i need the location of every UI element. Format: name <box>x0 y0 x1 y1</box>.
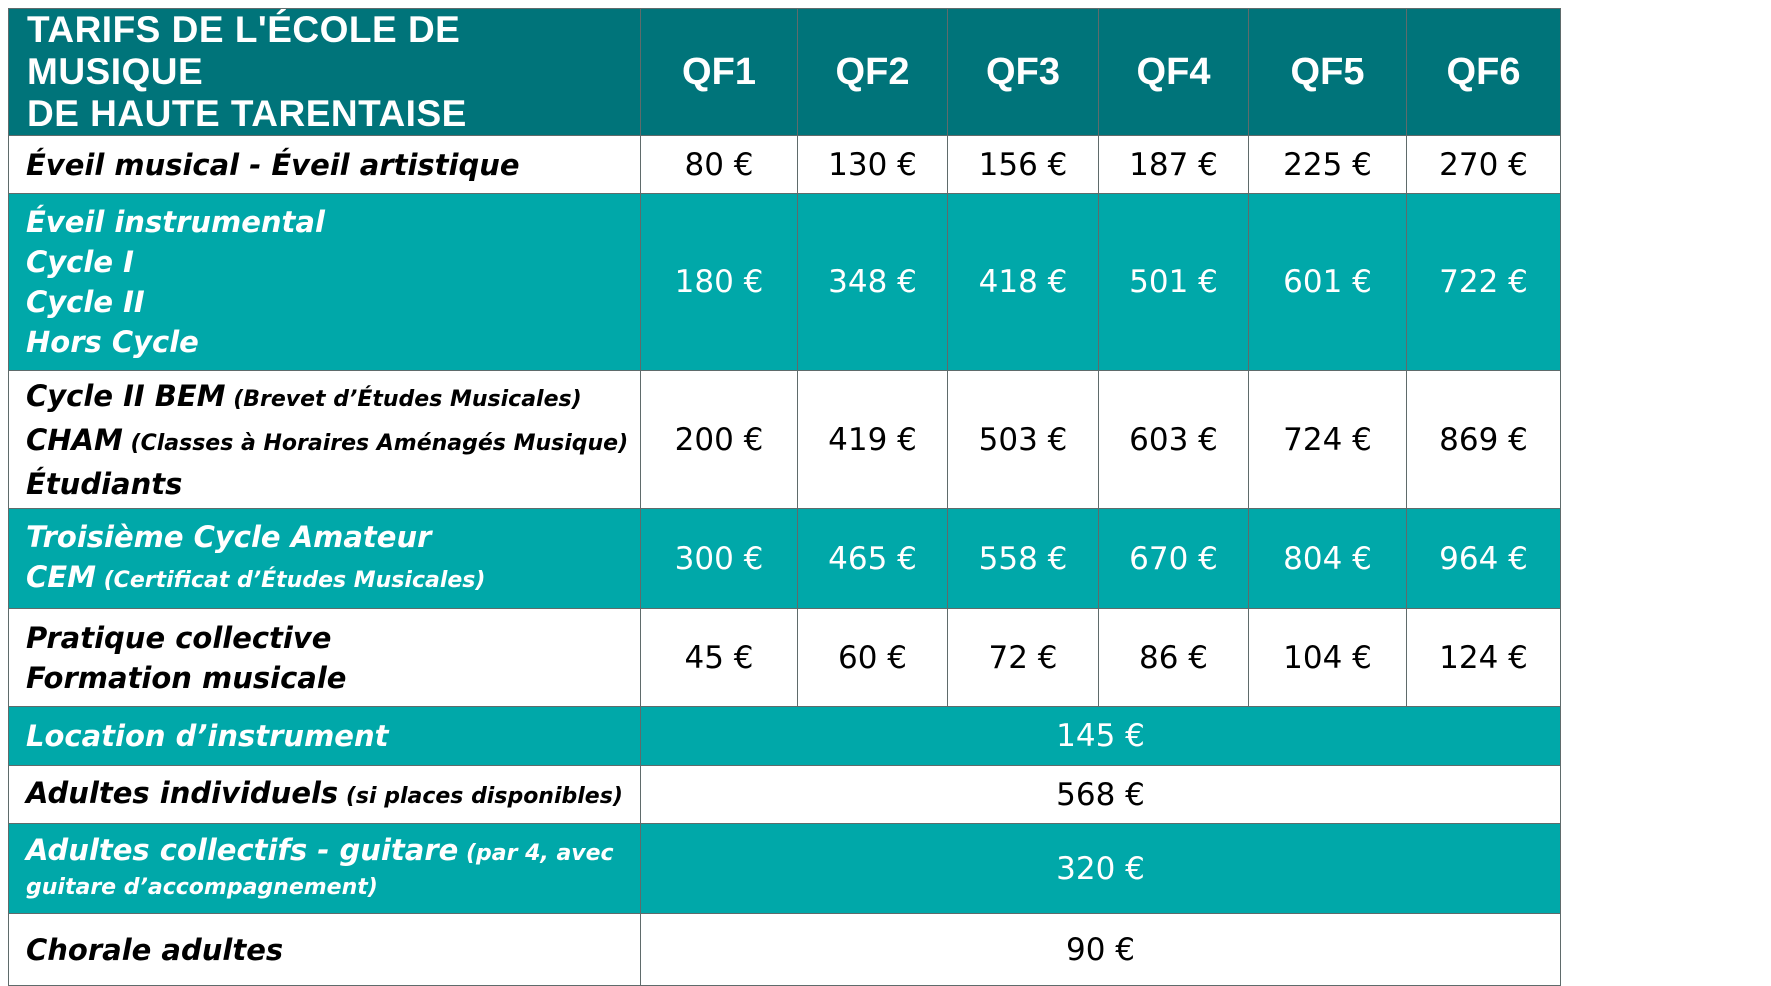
label-main: Chorale adultes <box>26 932 284 967</box>
label-main: Pratique collective <box>26 620 332 655</box>
price-cell: 124 € <box>1407 609 1561 707</box>
column-header-qf1: QF1 <box>641 9 798 136</box>
price-cell: 60 € <box>798 609 948 707</box>
label-note: (par 4, avec guitare d’accompagnement) <box>26 840 614 900</box>
price-cell: 156 € <box>948 136 1099 194</box>
row-label <box>9 609 641 707</box>
table-row <box>9 371 1561 509</box>
price-cell: 964 € <box>1407 509 1561 609</box>
price-cell: 465 € <box>798 509 948 609</box>
table-title <box>9 9 641 136</box>
table-row <box>9 136 1561 194</box>
column-header-qf4: QF4 <box>1099 9 1249 136</box>
price-cell: 300 € <box>641 509 798 609</box>
price-cell: 86 € <box>1099 609 1249 707</box>
price-cell: 104 € <box>1249 609 1407 707</box>
price-cell: 348 € <box>798 194 948 371</box>
label-note: (Brevet d’Études Musicales) <box>225 386 582 412</box>
column-header-qf6: QF6 <box>1407 9 1561 136</box>
price-cell: 501 € <box>1099 194 1249 371</box>
table-row <box>9 914 1561 986</box>
price-cell: 270 € <box>1407 136 1561 194</box>
label-main: CEM <box>26 559 96 594</box>
label-main: Hors Cycle <box>26 325 199 359</box>
row-label <box>9 371 641 509</box>
column-header-qf2: QF2 <box>798 9 948 136</box>
row-label <box>9 824 641 914</box>
table-row <box>9 707 1561 766</box>
price-cell: 603 € <box>1099 371 1249 509</box>
price-cell: 869 € <box>1407 371 1561 509</box>
price-cell: 72 € <box>948 609 1099 707</box>
table-row <box>9 194 1561 371</box>
row-label <box>9 707 641 766</box>
price-cell: 558 € <box>948 509 1099 609</box>
header-row <box>9 9 1561 136</box>
price-cell: 180 € <box>641 194 798 371</box>
row-label <box>9 194 641 371</box>
price-cell: 419 € <box>798 371 948 509</box>
table-row <box>9 609 1561 707</box>
label-main: Adultes individuels <box>26 775 339 810</box>
column-header-qf5: QF5 <box>1249 9 1407 136</box>
table-row <box>9 509 1561 609</box>
row-label <box>9 914 641 986</box>
price-cell: 601 € <box>1249 194 1407 371</box>
column-header-qf3: QF3 <box>948 9 1099 136</box>
table-row <box>9 766 1561 824</box>
label-note: (si places disponibles) <box>338 783 623 809</box>
price-cell: 45 € <box>641 609 798 707</box>
label-main: Cycle II <box>26 285 145 319</box>
label-main: Éveil musical - Éveil artistique <box>26 147 520 182</box>
price-cell: 804 € <box>1249 509 1407 609</box>
row-label <box>9 509 641 609</box>
label-main: Troisième Cycle Amateur <box>26 519 432 554</box>
label-main: Formation musicale <box>26 660 347 695</box>
title-line-1: TARIFS DE L'ÉCOLE DE MUSIQUE <box>27 9 461 92</box>
price-cell: 200 € <box>641 371 798 509</box>
label-main: Location d’instrument <box>26 719 389 753</box>
price-cell: 722 € <box>1407 194 1561 371</box>
label-main: Étudiants <box>26 466 183 501</box>
price-cell: 503 € <box>948 371 1099 509</box>
label-note: (Classes à Horaires Aménagés Musique) <box>122 430 629 456</box>
price-cell: 187 € <box>1099 136 1249 194</box>
price-cell: 568 € <box>641 766 1561 824</box>
price-cell: 145 € <box>641 707 1561 766</box>
price-cell: 80 € <box>641 136 798 194</box>
row-label <box>9 766 641 824</box>
price-cell: 225 € <box>1249 136 1407 194</box>
price-cell: 90 € <box>641 914 1561 986</box>
label-note: (Certificat d’Études Musicales) <box>95 567 486 593</box>
price-cell: 670 € <box>1099 509 1249 609</box>
price-cell: 724 € <box>1249 371 1407 509</box>
row-label <box>9 136 641 194</box>
label-main: Éveil instrumental <box>26 205 325 239</box>
label-main: Adultes collectifs - guitare <box>26 832 459 867</box>
label-main: Cycle I <box>26 245 134 279</box>
price-cell: 418 € <box>948 194 1099 371</box>
tarifs-table <box>8 8 1561 986</box>
title-line-2: DE HAUTE TARENTAISE <box>27 93 467 134</box>
price-cell: 130 € <box>798 136 948 194</box>
label-main: CHAM <box>26 422 123 457</box>
table-row <box>9 824 1561 914</box>
label-main: Cycle II BEM <box>26 378 226 413</box>
price-cell: 320 € <box>641 824 1561 914</box>
